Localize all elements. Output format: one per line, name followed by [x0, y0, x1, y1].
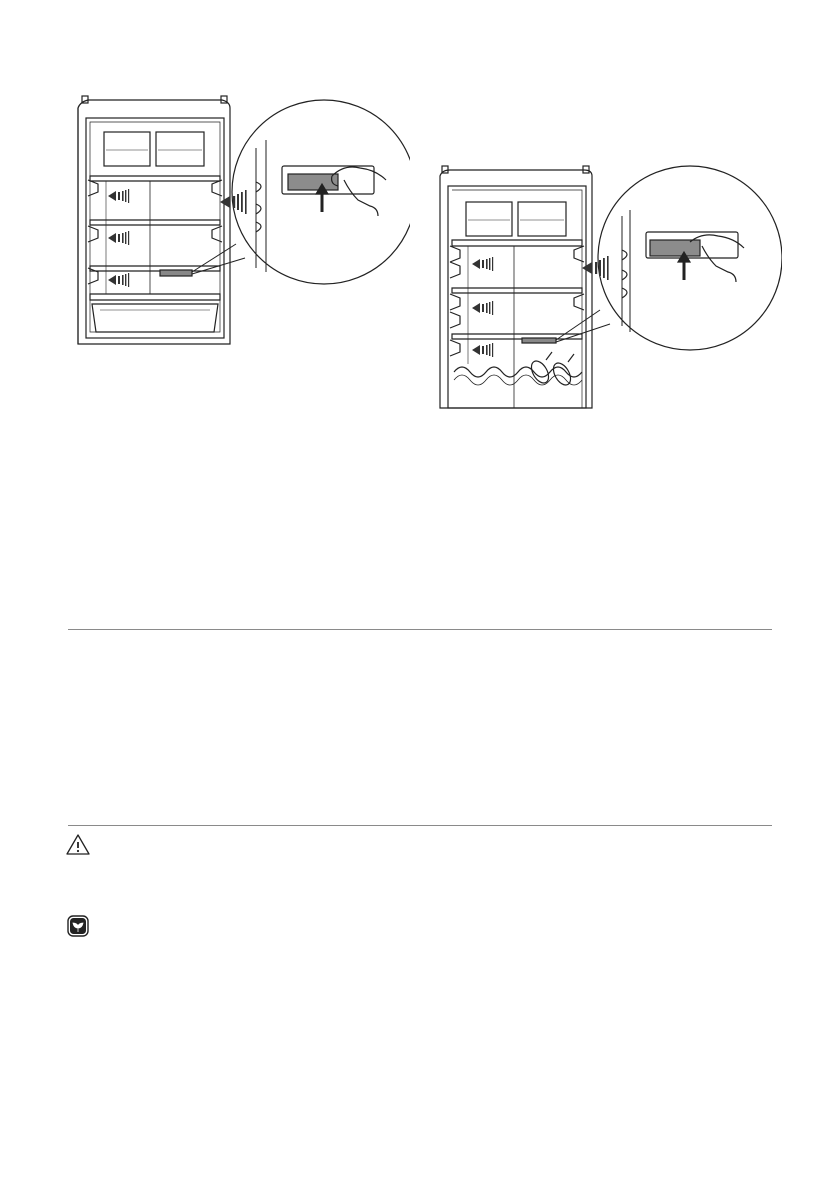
figure-fridge-with-bottle-rack: [432, 162, 782, 417]
fridge-illustration-left: [60, 88, 410, 358]
warning-triangle-icon: [66, 833, 90, 857]
fridge-illustration-right: [432, 162, 782, 417]
section-divider-2: [68, 825, 772, 826]
environment-leaf-icon: [67, 915, 91, 939]
figure-fridge-standard: [60, 88, 410, 358]
section-divider-1: [68, 629, 772, 630]
